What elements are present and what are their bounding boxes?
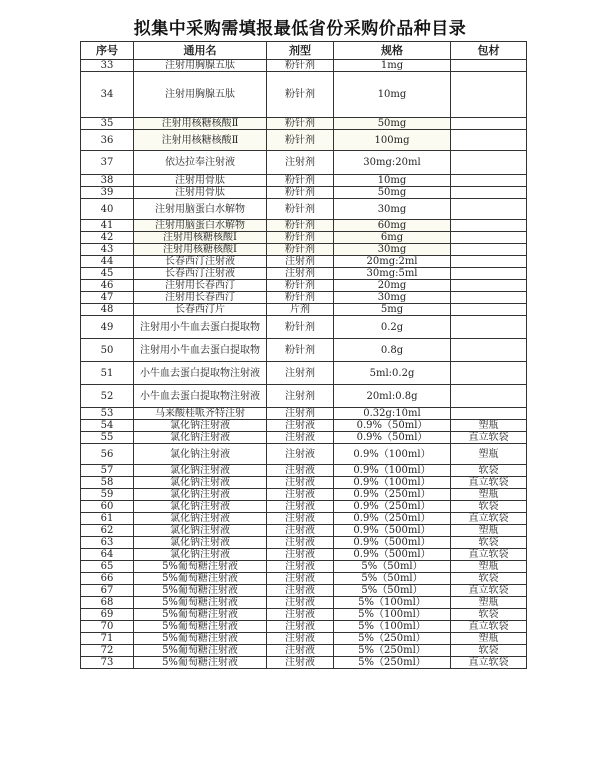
cell-specification: 0.9%（50ml） [334,420,451,432]
cell-dosage-form: 注射液 [267,537,334,549]
cell-generic-name: 氯化钠注射液 [134,420,267,432]
cell-serial-number: 60 [81,501,134,513]
cell-specification: 30mg [334,199,451,220]
cell-specification: 5ml:0.2g [334,362,451,385]
cell-generic-name: 5%葡萄糖注射液 [134,645,267,657]
cell-serial-number: 46 [81,280,134,292]
table-row [81,597,527,609]
cell-dosage-form: 粉针剂 [267,244,334,256]
cell-serial-number: 64 [81,549,134,561]
cell-specification: 0.2g [334,316,451,339]
table-row [81,501,527,513]
cell-generic-name: 5%葡萄糖注射液 [134,621,267,633]
table-row [81,385,527,408]
table-row [81,60,527,72]
table-row [81,513,527,525]
cell-dosage-form: 注射液 [267,621,334,633]
cell-packaging [451,232,527,244]
table-row [81,151,527,175]
cell-specification: 0.9%（100ml） [334,465,451,477]
cell-generic-name: 氯化钠注射液 [134,444,267,465]
table-row [81,477,527,489]
table-row [81,561,527,573]
cell-packaging: 软袋 [451,573,527,585]
cell-packaging [451,292,527,304]
cell-dosage-form: 注射剂 [267,362,334,385]
cell-generic-name: 氯化钠注射液 [134,549,267,561]
table-row [81,220,527,232]
cell-specification: 5%（100ml） [334,621,451,633]
table-row [81,444,527,465]
cell-packaging [451,244,527,256]
cell-generic-name: 注射用核糖核酸Ⅰ [134,244,267,256]
cell-generic-name: 注射用小牛血去蛋白提取物 [134,339,267,362]
cell-specification: 0.9%（50ml） [334,432,451,444]
header-generic-name: 通用名 [134,42,267,60]
cell-generic-name: 5%葡萄糖注射液 [134,561,267,573]
cell-serial-number: 70 [81,621,134,633]
cell-serial-number: 45 [81,268,134,280]
cell-specification: 20mg [334,280,451,292]
cell-dosage-form: 粉针剂 [267,60,334,72]
cell-dosage-form: 注射液 [267,513,334,525]
procurement-table [80,41,527,669]
cell-dosage-form: 注射剂 [267,385,334,408]
cell-generic-name: 5%葡萄糖注射液 [134,585,267,597]
cell-packaging [451,220,527,232]
table-row [81,408,527,420]
table-row [81,268,527,280]
cell-packaging: 塑瓶 [451,489,527,501]
cell-dosage-form: 注射液 [267,549,334,561]
cell-generic-name: 长春西汀注射液 [134,268,267,280]
header-dosage-form: 剂型 [267,42,334,60]
cell-generic-name: 注射用骨肽 [134,175,267,187]
cell-specification: 30mg [334,244,451,256]
cell-specification: 5%（250ml） [334,645,451,657]
cell-dosage-form: 粉针剂 [267,130,334,151]
cell-serial-number: 69 [81,609,134,621]
cell-dosage-form: 粉针剂 [267,316,334,339]
table-row [81,549,527,561]
cell-serial-number: 66 [81,573,134,585]
cell-serial-number: 35 [81,118,134,130]
table-row [81,420,527,432]
cell-packaging [451,316,527,339]
table-row [81,187,527,199]
cell-dosage-form: 注射液 [267,657,334,669]
cell-generic-name: 氯化钠注射液 [134,501,267,513]
cell-packaging [451,304,527,316]
cell-serial-number: 51 [81,362,134,385]
table-header-row [81,42,527,60]
cell-generic-name: 小牛血去蛋白提取物注射液 [134,362,267,385]
cell-specification: 100mg [334,130,451,151]
cell-specification: 0.9%（500ml） [334,537,451,549]
cell-dosage-form: 粉针剂 [267,199,334,220]
cell-specification: 0.9%（500ml） [334,525,451,537]
cell-packaging: 直立软袋 [451,513,527,525]
cell-generic-name: 长春西汀片 [134,304,267,316]
header-specification: 规格 [334,42,451,60]
cell-dosage-form: 注射剂 [267,151,334,175]
cell-generic-name: 氯化钠注射液 [134,513,267,525]
table-row [81,280,527,292]
table-row [81,432,527,444]
cell-specification: 5%（100ml） [334,609,451,621]
cell-packaging: 塑瓶 [451,444,527,465]
cell-generic-name: 注射用核糖核酸Ⅱ [134,130,267,151]
cell-dosage-form: 注射液 [267,633,334,645]
cell-specification: 5%（50ml） [334,573,451,585]
cell-dosage-form: 注射剂 [267,256,334,268]
cell-dosage-form: 注射液 [267,609,334,621]
cell-serial-number: 38 [81,175,134,187]
cell-packaging [451,385,527,408]
cell-serial-number: 39 [81,187,134,199]
cell-specification: 0.8g [334,339,451,362]
cell-specification: 0.9%（250ml） [334,501,451,513]
cell-dosage-form: 片剂 [267,304,334,316]
cell-generic-name: 氯化钠注射液 [134,537,267,549]
header-packaging: 包材 [451,42,527,60]
cell-packaging: 塑瓶 [451,633,527,645]
cell-dosage-form: 粉针剂 [267,118,334,130]
cell-packaging: 软袋 [451,501,527,513]
table-row [81,256,527,268]
cell-dosage-form: 注射液 [267,561,334,573]
cell-generic-name: 氯化钠注射液 [134,432,267,444]
cell-specification: 30mg:5ml [334,268,451,280]
cell-specification: 0.9%（100ml） [334,477,451,489]
cell-packaging: 塑瓶 [451,597,527,609]
cell-specification: 5mg [334,304,451,316]
table-row [81,621,527,633]
cell-dosage-form: 注射液 [267,597,334,609]
cell-serial-number: 71 [81,633,134,645]
cell-packaging [451,130,527,151]
cell-packaging: 塑瓶 [451,561,527,573]
cell-serial-number: 41 [81,220,134,232]
cell-packaging: 软袋 [451,537,527,549]
table-body [81,60,527,669]
cell-serial-number: 36 [81,130,134,151]
table-row [81,633,527,645]
cell-serial-number: 44 [81,256,134,268]
cell-packaging: 直立软袋 [451,657,527,669]
cell-serial-number: 53 [81,408,134,420]
cell-dosage-form: 注射液 [267,645,334,657]
cell-generic-name: 注射用脑蛋白水解物 [134,199,267,220]
cell-packaging [451,72,527,118]
cell-packaging: 直立软袋 [451,621,527,633]
cell-packaging [451,268,527,280]
cell-generic-name: 长春西汀注射液 [134,256,267,268]
table-row [81,199,527,220]
cell-dosage-form: 注射液 [267,501,334,513]
cell-specification: 30mg:20ml [334,151,451,175]
cell-serial-number: 58 [81,477,134,489]
cell-dosage-form: 粉针剂 [267,72,334,118]
cell-specification: 5%（250ml） [334,633,451,645]
cell-specification: 0.9%（250ml） [334,513,451,525]
cell-generic-name: 5%葡萄糖注射液 [134,597,267,609]
cell-specification: 50mg [334,118,451,130]
cell-specification: 5%（250ml） [334,657,451,669]
cell-specification: 0.9%（250ml） [334,489,451,501]
cell-serial-number: 47 [81,292,134,304]
cell-packaging [451,339,527,362]
cell-serial-number: 50 [81,339,134,362]
cell-specification: 6mg [334,232,451,244]
cell-packaging: 塑瓶 [451,420,527,432]
cell-specification: 0.32g:10ml [334,408,451,420]
table-row [81,362,527,385]
cell-dosage-form: 注射液 [267,573,334,585]
table-row [81,537,527,549]
cell-packaging [451,408,527,420]
cell-packaging [451,199,527,220]
cell-specification: 30mg [334,292,451,304]
cell-serial-number: 55 [81,432,134,444]
cell-packaging [451,175,527,187]
cell-generic-name: 5%葡萄糖注射液 [134,573,267,585]
table-row [81,130,527,151]
cell-serial-number: 43 [81,244,134,256]
cell-dosage-form: 注射液 [267,432,334,444]
cell-serial-number: 52 [81,385,134,408]
table-row [81,339,527,362]
cell-specification: 5%（50ml） [334,585,451,597]
cell-serial-number: 54 [81,420,134,432]
header-serial-number: 序号 [81,42,134,60]
cell-generic-name: 小牛血去蛋白提取物注射液 [134,385,267,408]
table-row [81,585,527,597]
cell-dosage-form: 注射液 [267,489,334,501]
cell-generic-name: 注射用长春西汀 [134,280,267,292]
table-row [81,292,527,304]
table-row [81,609,527,621]
cell-packaging [451,60,527,72]
cell-serial-number: 72 [81,645,134,657]
table-row [81,645,527,657]
cell-generic-name: 5%葡萄糖注射液 [134,633,267,645]
table-row [81,465,527,477]
cell-specification: 10mg [334,175,451,187]
cell-dosage-form: 粉针剂 [267,280,334,292]
cell-serial-number: 40 [81,199,134,220]
cell-packaging [451,151,527,175]
cell-specification: 5%（50ml） [334,561,451,573]
cell-serial-number: 67 [81,585,134,597]
cell-serial-number: 65 [81,561,134,573]
cell-generic-name: 注射用核糖核酸Ⅰ [134,232,267,244]
table-row [81,244,527,256]
cell-generic-name: 注射用胸腺五肽 [134,72,267,118]
cell-specification: 20ml:0.8g [334,385,451,408]
table-row [81,525,527,537]
table-row [81,316,527,339]
cell-serial-number: 59 [81,489,134,501]
cell-specification: 1mg [334,60,451,72]
cell-generic-name: 5%葡萄糖注射液 [134,609,267,621]
cell-dosage-form: 粉针剂 [267,187,334,199]
cell-generic-name: 注射用核糖核酸Ⅱ [134,118,267,130]
cell-dosage-form: 粉针剂 [267,292,334,304]
cell-specification: 10mg [334,72,451,118]
cell-generic-name: 注射用小牛血去蛋白提取物 [134,316,267,339]
cell-dosage-form: 注射剂 [267,408,334,420]
table-row [81,72,527,118]
cell-dosage-form: 粉针剂 [267,220,334,232]
cell-packaging: 软袋 [451,465,527,477]
cell-packaging [451,187,527,199]
cell-dosage-form: 粉针剂 [267,175,334,187]
cell-packaging: 塑瓶 [451,525,527,537]
table-row [81,489,527,501]
cell-packaging: 直立软袋 [451,477,527,489]
table-row [81,175,527,187]
table-row [81,657,527,669]
cell-dosage-form: 注射液 [267,477,334,489]
table-row [81,304,527,316]
cell-serial-number: 49 [81,316,134,339]
cell-packaging [451,362,527,385]
cell-specification: 50mg [334,187,451,199]
cell-specification: 0.9%（500ml） [334,549,451,561]
cell-serial-number: 37 [81,151,134,175]
cell-dosage-form: 粉针剂 [267,232,334,244]
cell-generic-name: 注射用脑蛋白水解物 [134,220,267,232]
cell-packaging [451,256,527,268]
cell-packaging: 软袋 [451,609,527,621]
cell-generic-name: 5%葡萄糖注射液 [134,657,267,669]
document-title: 拟集中采购需填报最低省份采购价品种目录 [133,19,467,39]
cell-dosage-form: 粉针剂 [267,339,334,362]
cell-serial-number: 68 [81,597,134,609]
cell-specification: 5%（100ml） [334,597,451,609]
cell-generic-name: 依达拉奉注射液 [134,151,267,175]
cell-dosage-form: 注射液 [267,585,334,597]
cell-dosage-form: 注射液 [267,465,334,477]
cell-serial-number: 62 [81,525,134,537]
cell-packaging: 直立软袋 [451,585,527,597]
cell-specification: 60mg [334,220,451,232]
cell-dosage-form: 注射液 [267,525,334,537]
cell-serial-number: 42 [81,232,134,244]
cell-generic-name: 注射用骨肽 [134,187,267,199]
cell-packaging [451,280,527,292]
cell-serial-number: 48 [81,304,134,316]
cell-generic-name: 氯化钠注射液 [134,489,267,501]
cell-dosage-form: 注射液 [267,444,334,465]
cell-serial-number: 73 [81,657,134,669]
cell-specification: 0.9%（100ml） [334,444,451,465]
table-row [81,118,527,130]
cell-generic-name: 注射用长春西汀 [134,292,267,304]
cell-generic-name: 马来酸桂哌齐特注射 [134,408,267,420]
cell-dosage-form: 注射液 [267,420,334,432]
cell-serial-number: 61 [81,513,134,525]
cell-packaging: 直立软袋 [451,549,527,561]
table-row [81,232,527,244]
cell-serial-number: 33 [81,60,134,72]
cell-serial-number: 56 [81,444,134,465]
cell-dosage-form: 注射剂 [267,268,334,280]
cell-serial-number: 57 [81,465,134,477]
cell-specification: 20mg:2ml [334,256,451,268]
cell-serial-number: 34 [81,72,134,118]
cell-packaging: 直立软袋 [451,432,527,444]
cell-generic-name: 氯化钠注射液 [134,477,267,489]
cell-generic-name: 氯化钠注射液 [134,525,267,537]
cell-packaging: 软袋 [451,645,527,657]
cell-packaging [451,118,527,130]
cell-generic-name: 氯化钠注射液 [134,465,267,477]
cell-serial-number: 63 [81,537,134,549]
cell-generic-name: 注射用胸腺五肽 [134,60,267,72]
table-row [81,573,527,585]
